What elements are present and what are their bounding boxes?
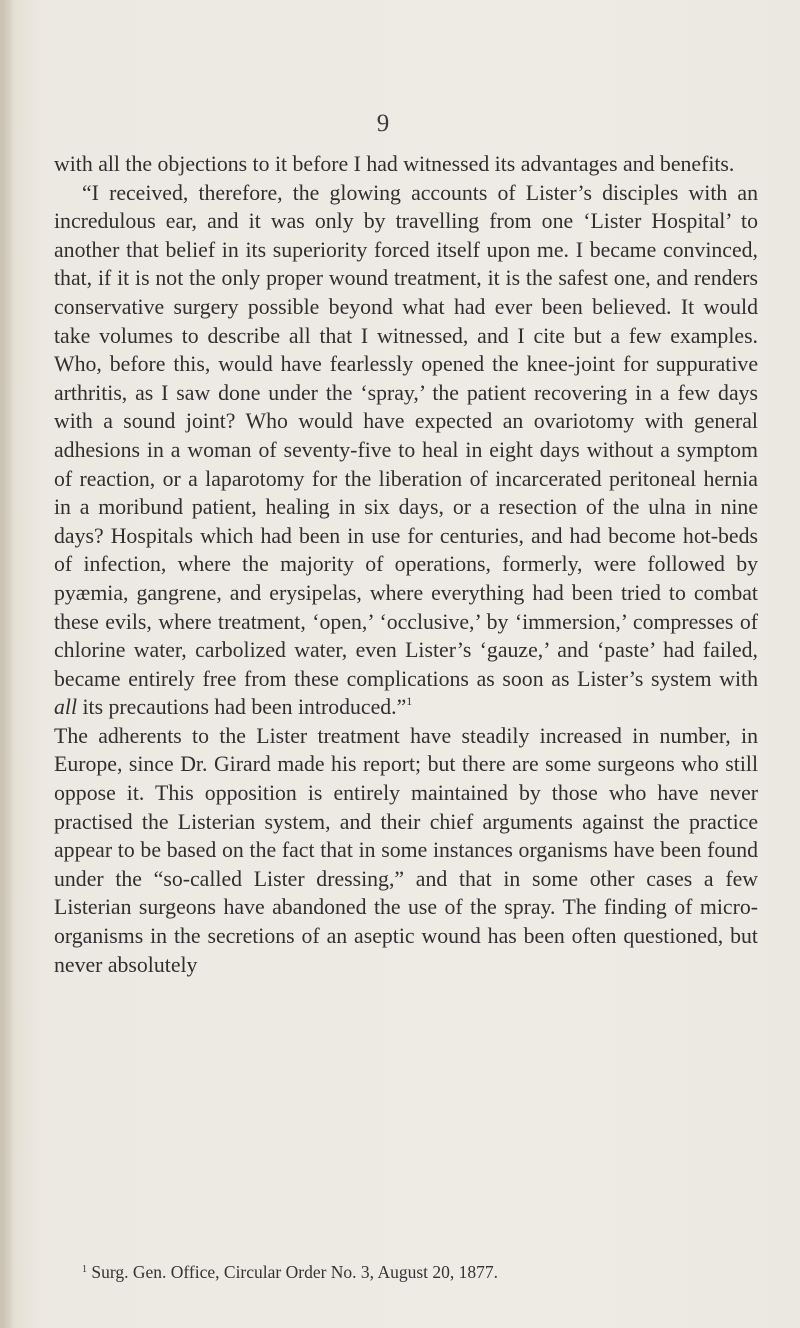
- footnote-mark: 1: [82, 1264, 87, 1275]
- emphasis-all: all: [54, 695, 78, 720]
- paragraph-quotation: [54, 179, 758, 722]
- body-text: [54, 150, 758, 979]
- footnote: [82, 1261, 762, 1283]
- paragraph-continuation: with all the objections to it before I had witnessed its advantages and benefits.: [54, 152, 735, 176]
- page-gutter-shadow: [0, 0, 14, 1328]
- quotation-text-end: its precautions had been introduced.”: [77, 695, 407, 720]
- quotation-text: “I received, therefore, the glowing accounts of Lister’s disciples with an incredulous ear, and it was only by travelling from one ‘Lister Hospital’ to another that belief in its superiority forced itself upon me. I became convinced, that, if it is not the only proper wound treatment, it is the safest one, and renders conservative surgery possible beyond what had ever been believed. It would take volumes to describe all that I witnessed, and I cite but a few examples. Who, before this, would have fearlessly opened the knee-joint for suppurative arthritis, as I saw done under the ‘spray,’ the patient recovering in a few days with a sound joint? Who would have expected an ovariotomy with general adhesions in a woman of seventy-five to heal in eight days without a symptom of reaction, or a laparotomy for the liberation of incarcerated peritoneal hernia in a moribund patient, healing in six days, or a resection of the ulna in nine days? Hospitals which had been in use for centuries, and had become hot-beds of infection, where the majority of operations, formerly, were followed by pyæmia, gangrene, and erysipelas, where everything had been tried to combat these evils, where treatment, ‘open,’ ‘occlusive,’ by ‘immersion,’ compresses of chlorine water, carbolized water, even Lister’s ‘gauze,’ and ‘paste’ had failed, became entirely free from these complications as soon as Lister’s system with: [54, 180, 758, 691]
- page-number: 9: [376, 110, 390, 137]
- footnote-text: Surg. Gen. Office, Circular Order No. 3, August 20, 1877.: [91, 1262, 499, 1282]
- footnote-reference: 1: [406, 694, 413, 709]
- paragraph-adherents: The adherents to the Lister treatment have steadily increased in number, in Europe, since Dr. Girard made his report; but there are some surgeons who still oppose it. This opposition is entirely maintained by those who have never practised the Listerian system, and their chief arguments against the practice appear to be based on the fact that in some instances organisms have been found under the “so-called Lister dressing,” and that in some other cases a few Listerian surgeons have abandoned the use of the spray. The finding of micro-organisms in the secretions of an aseptic wound has been often questioned, but never absolutely: [54, 723, 758, 977]
